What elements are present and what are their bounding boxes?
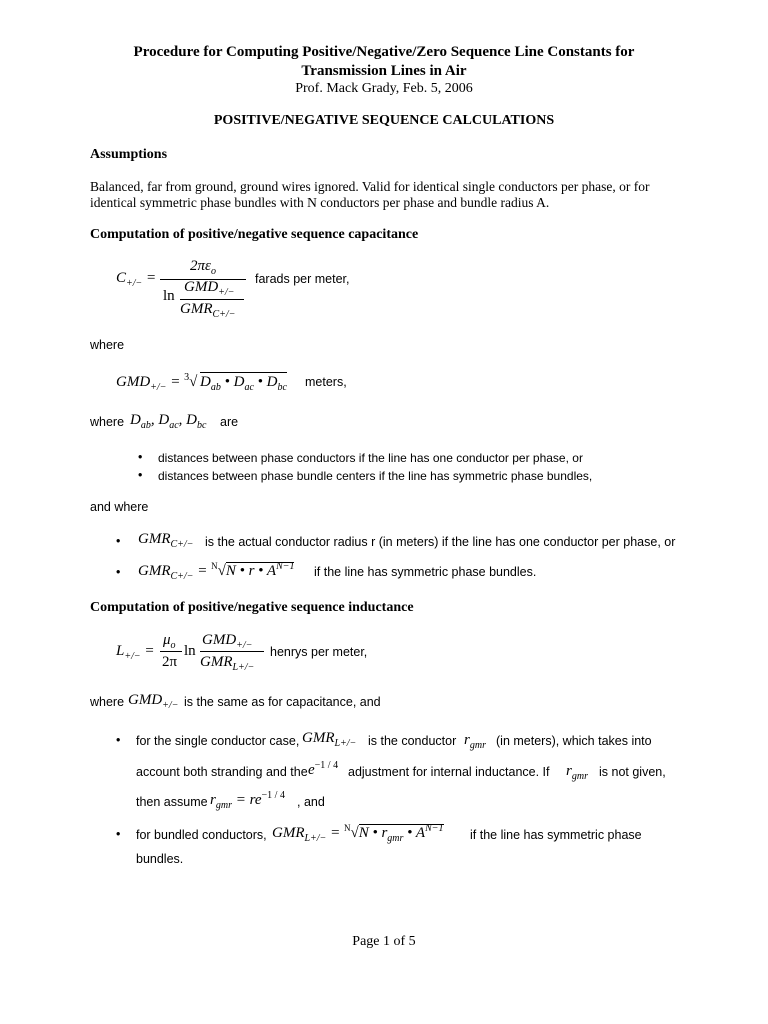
where-2-prefix: where (90, 415, 125, 429)
bullet-2-line-2: bundles. (136, 852, 184, 866)
inductance-heading: Computation of positive/negative sequence inductance (90, 600, 414, 615)
where-2-suffix: are (220, 415, 239, 429)
gmr-l-symbol: $GMR_{L+/-}$ (302, 730, 357, 749)
gmr-l-bundle-formula: $GMR_{L+/-} = ^N√N$ • $r_{gmr}$ • $A^{N-1}$ (272, 823, 444, 844)
gmd-units: meters, (305, 375, 347, 389)
capacitance-heading: Computation of positive/negative sequence capacitance (90, 227, 419, 242)
author-line: Prof. Mack Grady, Feb. 5, 2006 (295, 81, 473, 96)
assumptions-heading: Assumptions (90, 147, 168, 162)
bullet-1-line-2c: is not given, (599, 765, 666, 779)
list-item: • (116, 827, 121, 841)
bullet-1-line-3b: , and (297, 795, 325, 809)
list-item: • (138, 468, 143, 482)
page-number: Page 1 of 5 (352, 934, 416, 949)
bullet-1-part-2: is the conductor (368, 734, 457, 748)
section-heading: POSITIVE/NEGATIVE SEQUENCE CALCULATIONS (213, 113, 555, 128)
title-line-1: Procedure for Computing Positive/Negative/Zero Sequence Line Constants for (133, 44, 635, 60)
list-item: distances between phase conductors if the line has one conductor per phase, or (158, 451, 583, 465)
list-item: distances between phase bundle centers if the line has symmetric phase bundles, (158, 469, 593, 483)
bullet-2-part-1: for bundled conductors, (136, 828, 267, 842)
gmr-bullet-2: if the line has symmetric phase bundles. (314, 565, 537, 579)
bullet-1-line-2b: adjustment for internal inductance. If (348, 765, 550, 779)
bullet-1-line-3a: then assume (136, 795, 208, 809)
distance-symbols: $D_{ab}$, $D_{ac}$, $D_{bc}$ (130, 412, 207, 431)
assumptions-text-2: identical symmetric phase bundles with N conductors per phase and bundle radius A. (90, 195, 550, 210)
exponent-term: $e^{-1 / 4}$ (308, 760, 339, 778)
list-item: • (116, 565, 121, 579)
bullet-1-part-1: for the single conductor case, (136, 734, 300, 748)
list-item: • (116, 733, 121, 747)
gmd-symbol: $GMD_{+/-}$ (128, 692, 179, 711)
where-3-prefix: where (90, 695, 125, 709)
list-item: • (138, 450, 143, 464)
inductance-units: henrys per meter, (270, 645, 368, 659)
r-gmr-symbol: $r_{gmr}$ (566, 763, 588, 782)
and-where: and where (90, 500, 149, 514)
bullet-2-part-2: if the line has symmetric phase (470, 828, 642, 842)
bullet-1-part-3: (in meters), which takes into (496, 734, 652, 748)
r-gmr-formula: $r_{gmr} = re^{-1 / 4}$ (210, 790, 285, 811)
assumptions-text-1: Balanced, far from ground, ground wires ignored. Valid for identical single conductors per phase, or for (90, 179, 650, 194)
gmr-c-bundle-formula: $GMR_{C+/-} = ^N√N$ • r • $A^{N-1}$ (138, 561, 295, 582)
gmr-c-symbol: $GMR_{C+/-}$ (138, 531, 194, 550)
title-line-2: Transmission Lines in Air (301, 63, 467, 79)
gmr-bullet-1: is the actual conductor radius r (in meters) if the line has one conductor per phase, or (205, 535, 676, 549)
bullet-1-line-2a: account both stranding and the (136, 765, 308, 779)
capacitance-units: farads per meter, (255, 272, 350, 286)
list-item: • (116, 534, 121, 548)
where-3-suffix: is the same as for capacitance, and (184, 695, 381, 709)
where-1: where (90, 338, 125, 352)
r-gmr-symbol: $r_{gmr}$ (464, 732, 486, 751)
